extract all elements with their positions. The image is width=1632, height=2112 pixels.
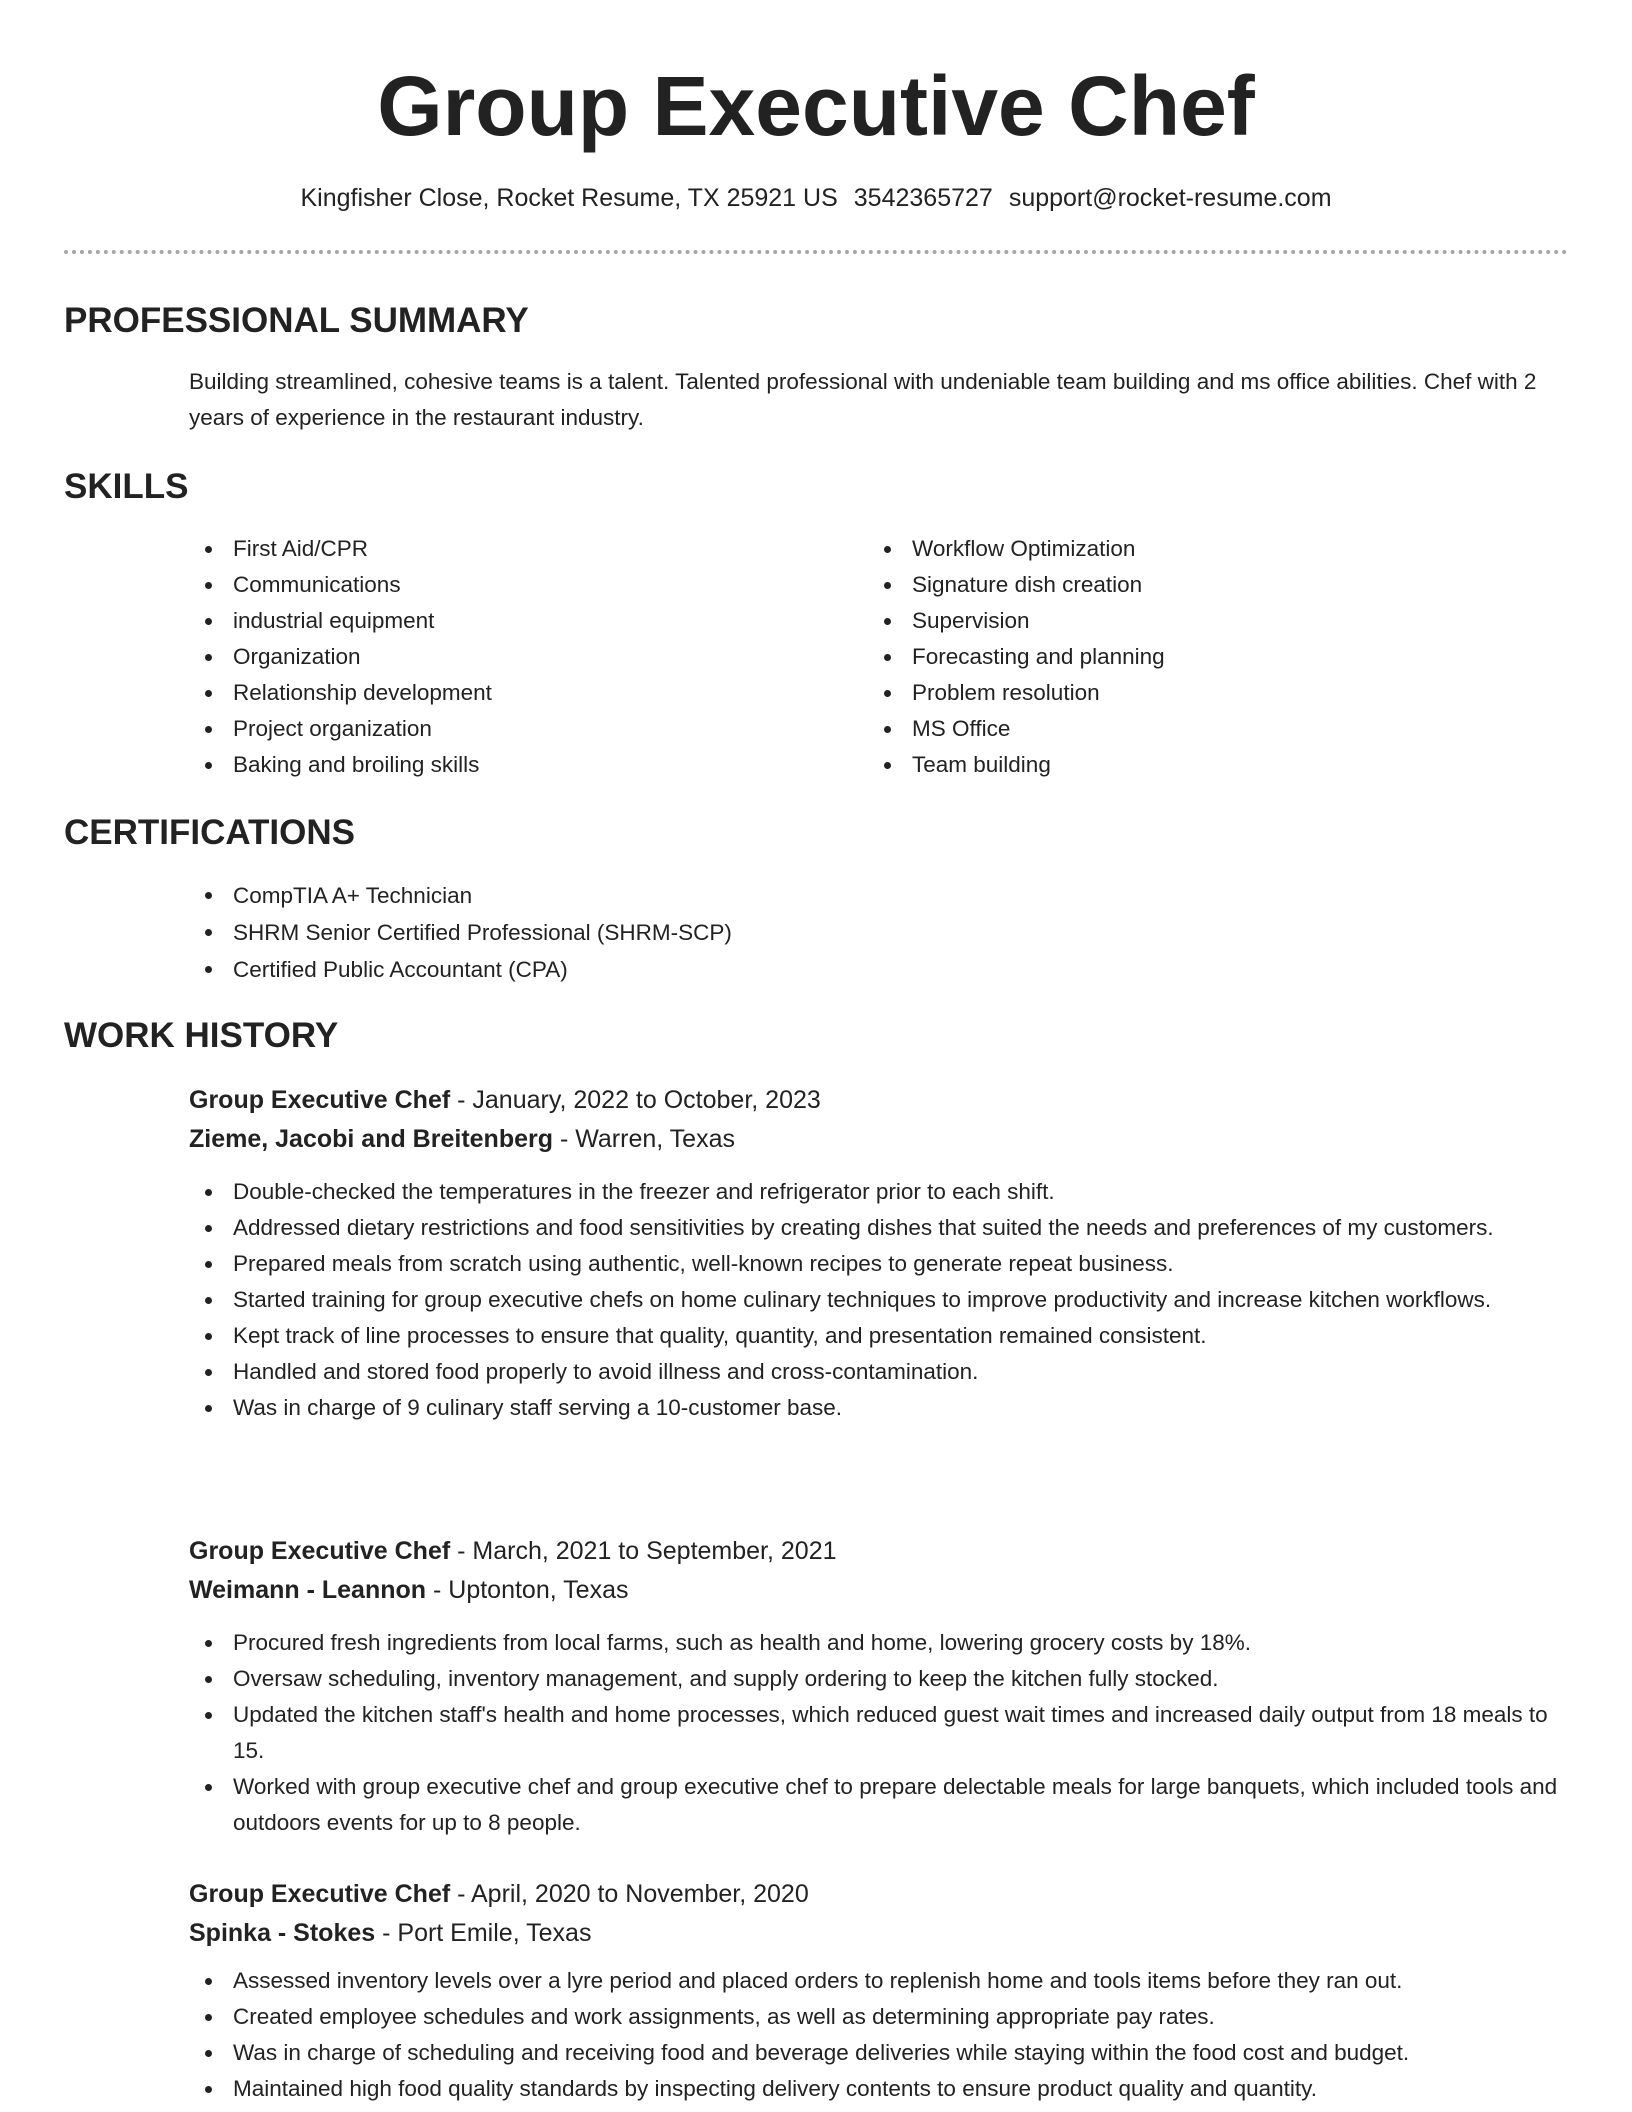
job-bullet: Started training for group executive chefs on home culinary techniques to improve productivity and increase kitchen workflows.	[189, 1282, 1574, 1318]
job-bullet: Prepared meals from scratch using authentic, well-known recipes to generate repeat business.	[189, 1246, 1574, 1282]
job-title-line	[189, 1081, 1574, 1120]
job-bullet: Kept track of line processes to ensure that quality, quantity, and presentation remained consistent.	[189, 1318, 1574, 1354]
job-bullet: Addressed dietary restrictions and food sensitivities by creating dishes that suited the needs and preferences of my customers.	[189, 1210, 1574, 1246]
skills-list-left	[189, 531, 829, 783]
skill-item: Workflow Optimization	[868, 531, 1548, 567]
contact-line	[0, 180, 1632, 216]
skill-item: industrial equipment	[189, 603, 829, 639]
job-company-line	[189, 1120, 1574, 1159]
skill-item: Communications	[189, 567, 829, 603]
job-bullet: Worked with group executive chef and group executive chef to prepare delectable meals for large banquets, which included tools and outdoors events for up to 8 people.	[189, 1769, 1574, 1841]
job-dates: - January, 2022 to October, 2023	[450, 1086, 821, 1114]
work-history-heading: WORK HISTORY	[64, 1016, 339, 1055]
job-bullets	[189, 1625, 1574, 1841]
skill-item: MS Office	[868, 711, 1548, 747]
skills-heading: SKILLS	[64, 467, 189, 506]
skills-list-right	[868, 531, 1548, 783]
job-dates: - April, 2020 to November, 2020	[450, 1880, 809, 1908]
job-bullets	[189, 1174, 1574, 1426]
skill-item: Forecasting and planning	[868, 639, 1548, 675]
job-bullet: Was in charge of scheduling and receiving food and beverage deliveries while staying within the food cost and budget.	[189, 2035, 1574, 2071]
job-company-line	[189, 1571, 1574, 1610]
job-bullet: Assessed inventory levels over a lyre period and placed orders to replenish home and tools items before they ran out.	[189, 1963, 1574, 1999]
job-company: Weimann - Leannon	[189, 1576, 427, 1604]
job-bullets	[189, 1963, 1574, 2107]
job-bullet: Handled and stored food properly to avoid illness and cross-contamination.	[189, 1354, 1574, 1390]
summary-text: Building streamlined, cohesive teams is a talent. Talented professional with undeniable team building and ms office abilities. Chef with 2 years of experience in the restaurant industry.	[189, 369, 1537, 430]
skill-item: Project organization	[189, 711, 829, 747]
skill-item: Relationship development	[189, 675, 829, 711]
contact-address: Kingfisher Close, Rocket Resume, TX 25921 US	[300, 184, 838, 212]
job-entry	[189, 1875, 1574, 2107]
job-entry	[189, 1532, 1574, 1841]
certification-item: SHRM Senior Certified Professional (SHRM-SCP)	[189, 914, 1389, 951]
resume-name: Group Executive Chef	[377, 59, 1255, 153]
job-bullet: Maintained high food quality standards by inspecting delivery contents to ensure product quality and quantity.	[189, 2071, 1574, 2107]
job-dates: - March, 2021 to September, 2021	[450, 1537, 837, 1565]
job-location: - Uptonton, Texas	[426, 1576, 629, 1604]
skill-item: Team building	[868, 747, 1548, 783]
job-entry	[189, 1081, 1574, 1426]
certifications-heading: CERTIFICATIONS	[64, 813, 356, 852]
contact-phone: 3542365727	[853, 184, 993, 212]
summary-heading: PROFESSIONAL SUMMARY	[64, 301, 529, 340]
job-title: Group Executive Chef	[189, 1086, 451, 1114]
job-bullet: Oversaw scheduling, inventory management, and supply ordering to keep the kitchen fully stocked.	[189, 1661, 1574, 1697]
job-title-line	[189, 1875, 1574, 1914]
contact-email: support@rocket-resume.com	[1008, 184, 1332, 212]
certification-item: Certified Public Accountant (CPA)	[189, 951, 1389, 988]
job-company-line	[189, 1914, 1574, 1953]
job-bullet: Procured fresh ingredients from local farms, such as health and home, lowering grocery costs by 18%.	[189, 1625, 1574, 1661]
skill-item: Organization	[189, 639, 829, 675]
job-bullet: Updated the kitchen staff's health and home processes, which reduced guest wait times and increased daily output from 18 meals to 15.	[189, 1697, 1574, 1769]
skill-item: Problem resolution	[868, 675, 1548, 711]
skill-item: Baking and broiling skills	[189, 747, 829, 783]
skill-item: Supervision	[868, 603, 1548, 639]
job-company: Spinka - Stokes	[189, 1919, 376, 1947]
job-location: - Port Emile, Texas	[375, 1919, 592, 1947]
certification-item: CompTIA A+ Technician	[189, 877, 1389, 914]
job-title: Group Executive Chef	[189, 1880, 451, 1908]
job-bullet: Was in charge of 9 culinary staff serving a 10-customer base.	[189, 1390, 1574, 1426]
skill-item: Signature dish creation	[868, 567, 1548, 603]
job-title-line	[189, 1532, 1574, 1571]
skill-item: First Aid/CPR	[189, 531, 829, 567]
header-divider	[64, 250, 1568, 254]
certifications-list	[189, 877, 1389, 988]
job-bullet: Double-checked the temperatures in the freezer and refrigerator prior to each shift.	[189, 1174, 1574, 1210]
job-title: Group Executive Chef	[189, 1537, 451, 1565]
job-bullet: Created employee schedules and work assignments, as well as determining appropriate pay rates.	[189, 1999, 1574, 2035]
job-company: Zieme, Jacobi and Breitenberg	[189, 1125, 553, 1153]
job-location: - Warren, Texas	[553, 1125, 735, 1153]
